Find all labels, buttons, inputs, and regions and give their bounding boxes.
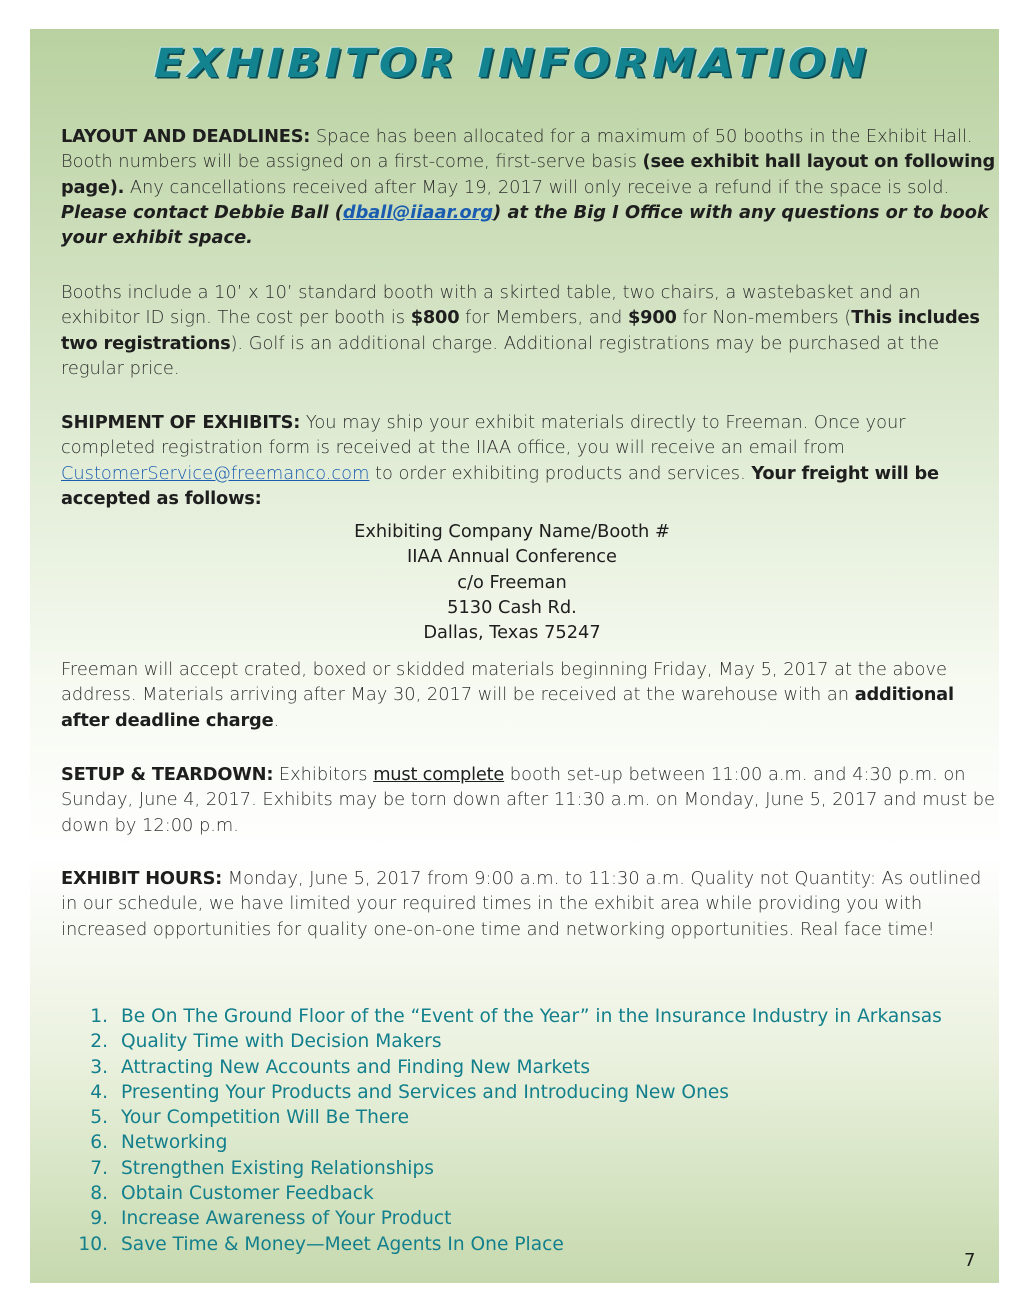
list-item <box>60 1232 942 1257</box>
hours-text: Monday, June 5, 2017 from 9:00 a.m. to 11:30 a.m. Quality not Quantity: As outlined in our schedule, we have limited your required times in the exhibit area while providing you with increased opportunities for quality one-on-one time and networking opportunities. Real face time! <box>61 868 982 940</box>
list-text: Obtain Customer Feedback <box>121 1183 374 1205</box>
layout-text-2: Any cancellations received after May 19, 2017 will only receive a refund if the space is sold. <box>124 176 950 198</box>
booths-text-3: for Non-members ( <box>676 307 852 329</box>
shipment-bold-note: Your freight will be accepted as follows: <box>61 462 939 509</box>
list-number: 9. <box>90 1208 108 1230</box>
layout-text-1: Space has been allocated for a maximum of 50 booths in the Exhibit Hall. Booth numbers will be assigned on a first-come, first-serve basis <box>61 126 973 173</box>
hours-heading: EXHIBIT HOURS: <box>61 868 223 889</box>
booths-text-2: for Members, and <box>459 307 628 329</box>
list-text: Networking <box>121 1132 228 1154</box>
shipping-address <box>0 519 1024 645</box>
layout-bold-note: (see exhibit hall layout on following page). <box>61 151 996 198</box>
list-item <box>60 1055 942 1080</box>
address-line: c/o Freeman <box>457 571 567 593</box>
list-number: 1. <box>90 1006 108 1027</box>
booths-text-1: Booths include a 10’ x 10’ standard booth with a skirted table, two chairs, a wastebasket and an exhibitor ID sign. The cost per booth is <box>61 282 921 329</box>
nonmember-price: $900 <box>627 307 677 329</box>
list-item <box>60 1004 942 1029</box>
list-item <box>60 1029 942 1054</box>
setup-text-1: Exhibitors <box>273 764 374 785</box>
list-text: Attracting New Accounts and Finding New Markets <box>121 1056 591 1078</box>
booths-text-4: ). Golf is an additional charge. Additional registrations may be purchased at the regular price. <box>61 332 940 379</box>
list-number: 10. <box>78 1233 108 1255</box>
list-number: 6. <box>90 1132 108 1154</box>
list-text: Your Competition Will Be There <box>121 1107 410 1129</box>
list-number: 3. <box>90 1056 108 1078</box>
registrations-note: This includes two registrations <box>61 307 980 354</box>
freeman-end: . <box>273 709 280 731</box>
address-line: Exhibiting Company Name/Booth # <box>354 521 670 542</box>
shipment-text-1: You may ship your exhibit materials directly to Freeman. Once your completed registration form is received at the IIAA office, you will receive an email from <box>61 412 906 459</box>
contact-text-post: ) at the Big I Office with any questions or to book your exhibit space. <box>61 201 989 249</box>
list-text: Increase Awareness of Your Product <box>121 1208 452 1230</box>
customer-service-email-link[interactable]: CustomerService@freemanco.com <box>61 462 370 484</box>
setup-heading: SETUP & TEARDOWN: <box>61 764 274 785</box>
deadline-charge-note: additional after deadline charge <box>61 684 954 731</box>
booths-paragraph <box>61 280 996 381</box>
list-text: Quality Time with Decision Makers <box>121 1031 442 1053</box>
page-number: 7 <box>964 1250 976 1271</box>
member-price: $800 <box>410 307 460 329</box>
page-title: EXHIBITOR INFORMATION <box>153 40 871 87</box>
list-item <box>60 1105 942 1130</box>
address-line: 5130 Cash Rd. <box>447 596 577 618</box>
list-item <box>60 1206 942 1231</box>
exhibit-hours-paragraph <box>61 866 996 942</box>
shipment-paragraph <box>61 410 996 511</box>
list-text: Save Time & Money—Meet Agents In One Place <box>121 1233 564 1255</box>
setup-teardown-paragraph <box>61 762 996 838</box>
contact-email-link[interactable]: dball@iiaar.org <box>342 201 494 223</box>
list-number: 5. <box>90 1107 108 1129</box>
layout-heading: LAYOUT AND DEADLINES: <box>61 126 311 147</box>
freeman-paragraph <box>61 657 996 733</box>
setup-text-2: booth set-up between 11:00 a.m. and 4:30 p.m. on Sunday, June 4, 2017. Exhibits may be torn down after 11:30 a.m. on Monday, June 5, 2017 and must be down by 12:00 p.m. <box>61 764 995 836</box>
list-number: 7. <box>90 1157 108 1179</box>
freeman-text: Freeman will accept crated, boxed or skidded materials beginning Friday, May 5, 2017 at the above address. Materials arriving after May 30, 2017 will be received at the warehouse with an <box>61 659 947 706</box>
shipment-heading: SHIPMENT OF EXHIBITS: <box>61 412 301 433</box>
list-text: Strengthen Existing Relationships <box>121 1157 434 1179</box>
list-item <box>60 1181 942 1206</box>
address-line: IIAA Annual Conference <box>406 546 618 568</box>
contact-text-pre: Please contact Debbie Ball ( <box>61 201 343 223</box>
list-number: 8. <box>90 1183 108 1205</box>
list-text: Presenting Your Products and Services and Introducing New Ones <box>121 1081 729 1103</box>
benefits-list <box>60 1004 942 1257</box>
list-text: Be On The Ground Floor of the “Event of the Year” in the Insurance Industry in Arkansas <box>121 1006 942 1027</box>
list-number: 4. <box>90 1081 108 1103</box>
list-item <box>60 1156 942 1181</box>
list-item <box>60 1080 942 1105</box>
address-line: Dallas, Texas 75247 <box>423 622 601 644</box>
layout-deadlines-paragraph <box>61 124 996 250</box>
shipment-text-2: to order exhibiting products and services. <box>369 462 752 484</box>
list-number: 2. <box>90 1031 108 1053</box>
list-item <box>60 1130 942 1155</box>
must-complete-note: must complete <box>373 764 505 785</box>
